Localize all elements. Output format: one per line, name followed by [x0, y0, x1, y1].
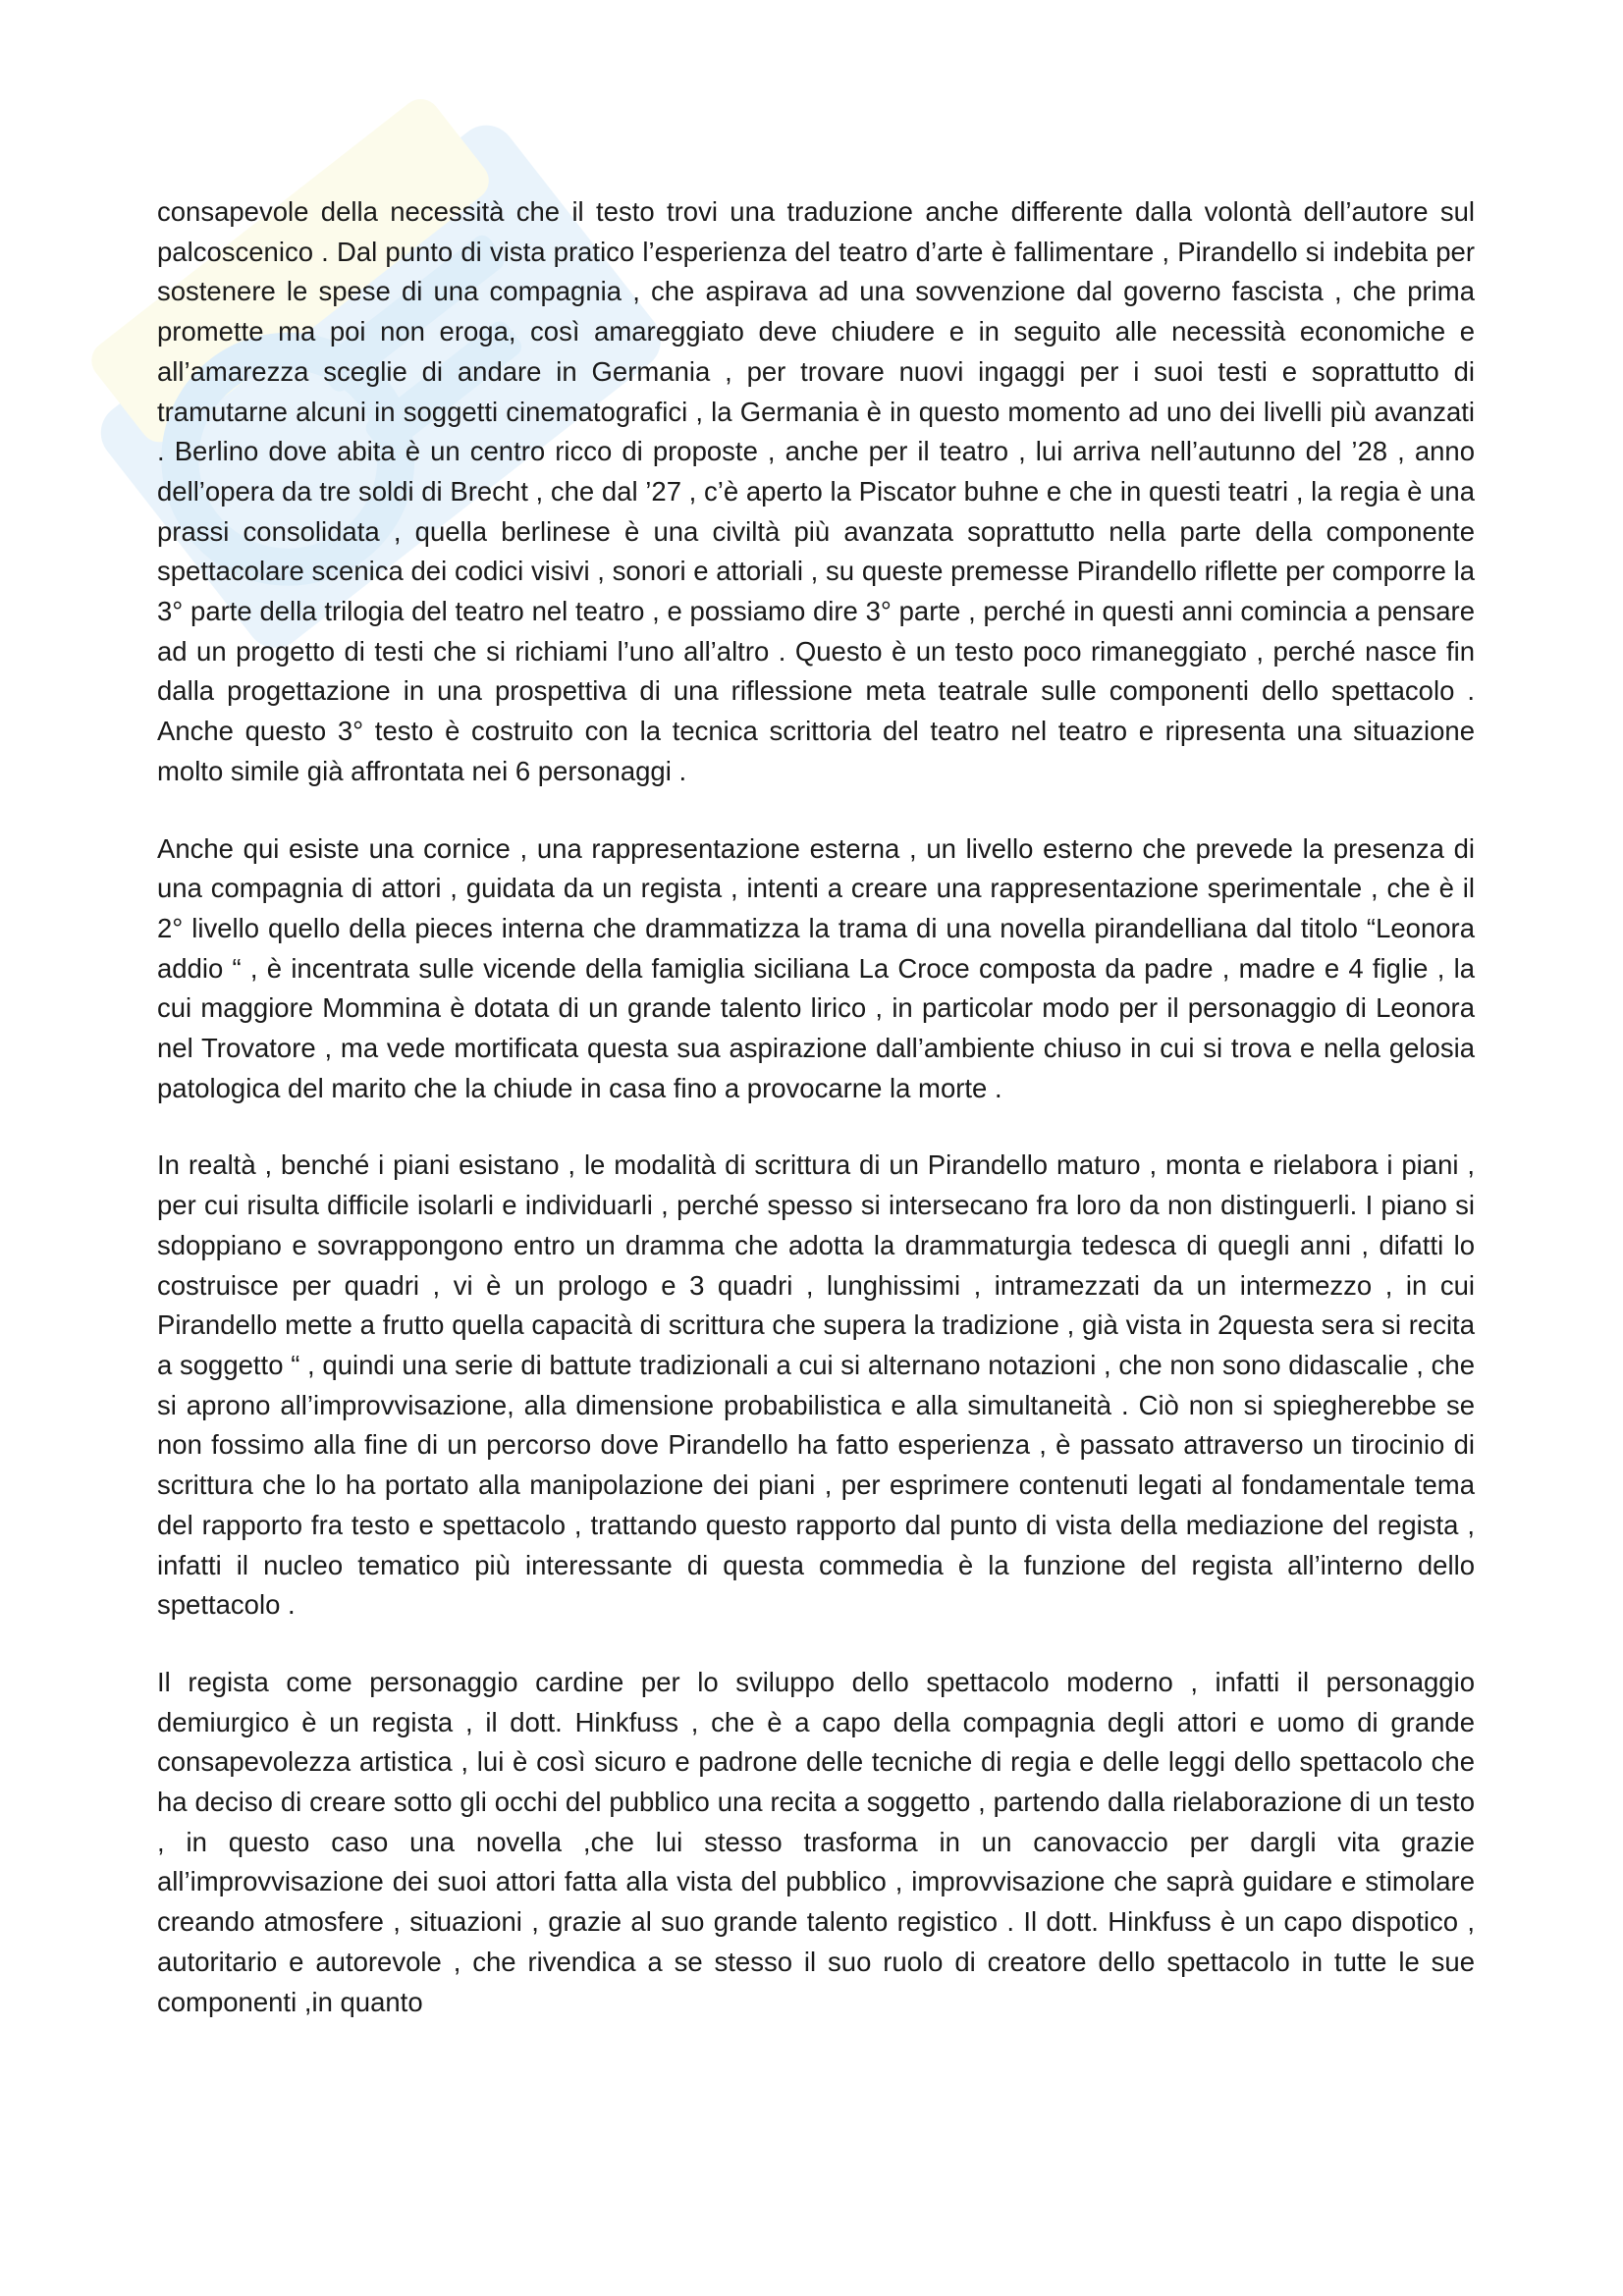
document-page: [157, 192, 1475, 2022]
paragraph: In realtà , benché i piani esistano , le modalità di scrittura di un Pirandello maturo , monta e rielabora i piani , per cui risulta difficile isolarli e individuarli , perché spesso si intersecano fra loro da non distinguerli. I piano si sdoppiano e sovrappongono entro un dramma che adotta la drammaturgia tedesca di quegli anni , difatti lo costruisce per quadri , vi è un prologo e 3 quadri , lunghissimi , intramezzati da un intermezzo , in cui Pirandello mette a frutto quella capacità di scrittura che supera la tradizione , già vista in 2questa sera si recita a soggetto “ , quindi una serie di battute tradizionali a cui si alternano notazioni , che non sono didascalie , che si aprono all’improvvisazione, alla dimensione probabilistica e alla simultaneità . Ciò non si spiegherebbe se non fossimo alla fine di un percorso dove Pirandello ha fatto esperienza , è passato attraverso un tirocinio di scrittura che lo ha portato alla manipolazione dei piani , per esprimere contenuti legati al fondamentale tema del rapporto fra testo e spettacolo , trattando questo rapporto dal punto di vista della mediazione del regista , infatti il nucleo tematico più interessante di questa commedia è la funzione del regista all’interno dello spettacolo .: [157, 1149, 1475, 1621]
paragraph: consapevole della necessità che il testo trovi una traduzione anche differente dalla volontà dell’autore sul palcoscenico . Dal punto di vista pratico l’esperienza del teatro d’arte è fallimentare , Pirandello si indebita per sostenere le spese di una compagnia , che aspirava ad una sovvenzione dal governo fascista , che prima promette ma poi non eroga, così amareggiato deve chiudere e in seguito alle necessità economiche e all’amarezza sceglie di andare in Germania , per trovare nuovi ingaggi per i suoi testi e soprattutto di tramutarne alcuni in soggetti cinematografici , la Germania è in questo momento ad uno dei livelli più avanzati . Berlino dove abita è un centro ricco di proposte , anche per il teatro , lui arriva nell’autunno del ’28 , anno dell’opera da tre soldi di Brecht , che dal ’27 , c’è aperto la Piscator buhne e che in questi teatri , la regia è una prassi consolidata , quella berlinese è una civiltà più avanzata soprattutto nella parte della componente spettacolare scenica dei codici visivi , sonori e attoriali , su queste premesse Pirandello riflette per comporre la 3° parte della trilogia del teatro nel teatro , e possiamo dire 3° parte , perché in questi anni comincia a pensare ad un progetto di testi che si richiami l’uno all’altro . Questo è un testo poco rimaneggiato , perché nasce fin dalla progettazione in una prospettiva di una riflessione meta teatrale sulle componenti dello spettacolo . Anche questo 3° testo è costruito con la tecnica scrittoria del teatro nel teatro e ripresenta una situazione molto simile già affrontata nei 6 personaggi .: [157, 196, 1475, 786]
paragraph: Anche qui esiste una cornice , una rappresentazione esterna , un livello esterno che prevede la presenza di una compagnia di attori , guidata da un regista , intenti a creare una rappresentazione sperimentale , che è il 2° livello quello della pieces interna che drammatizza la trama di una novella pirandelliana dal titolo “Leonora addio “ , è incentrata sulle vicende della famiglia siciliana La Croce composta da padre , madre e 4 figlie , la cui maggiore Mommina è dotata di un grande talento lirico , in particolar modo per il personaggio di Leonora nel Trovatore , ma vede mortificata questa sua aspirazione dall’ambiente chiuso in cui si trova e nella gelosia patologica del marito che la chiude in casa fino a provocarne la morte .: [157, 832, 1475, 1103]
paragraph: Il regista come personaggio cardine per lo sviluppo dello spettacolo moderno , infatti il personaggio demiurgico è un regista , il dott. Hinkfuss , che è a capo della compagnia degli attori e uomo di grande consapevolezza artistica , lui è così sicuro e padrone delle tecniche di regia e delle leggi dello spettacolo che ha deciso di creare sotto gli occhi del pubblico una recita a soggetto , partendo dalla rielaborazione di un testo , in questo caso una novella ,che lui stesso trasforma in un canovaccio per dargli vita grazie all’improvvisazione dei suoi attori fatta alla vista del pubblico , improvvisazione che saprà guidare e stimolare creando atmosfere , situazioni , grazie al suo grande talento registico . Il dott. Hinkfuss è un capo dispotico , autoritario e autorevole , che rivendica a se stesso il suo ruolo di creatore dello spettacolo in tutte le sue componenti ,in quanto: [157, 1666, 1475, 2017]
